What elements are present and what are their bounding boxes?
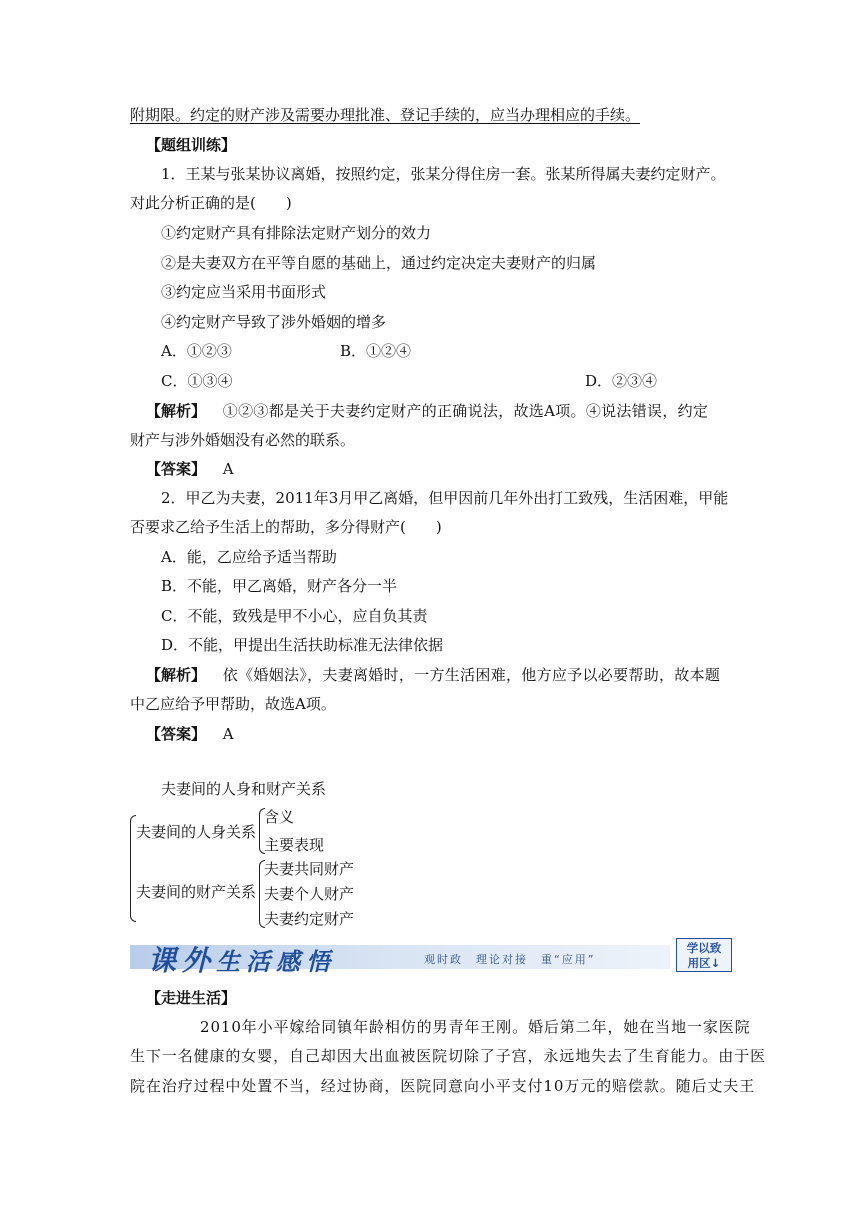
q2-analysis-text: 依《婚姻法》，夫妻离婚时，一方生活困难，他方应予以必要帮助，故本题 (222, 666, 721, 684)
q2-answer-value: A (222, 725, 234, 743)
practice-heading: 【题组训练】 (146, 136, 237, 154)
q1-option-d: D．②③④ (585, 372, 658, 390)
q1-statement-2: ②是夫妻双方在平等自愿的基础上，通过约定决定夫妻财产的归属 (161, 254, 597, 272)
banner-badge-line1: 学以致 (686, 941, 722, 955)
q1-statement-3: ③约定应当采用书面形式 (161, 283, 327, 301)
top-paragraph-tail: 附期限。约定的财产涉及需要办理批准、登记手续的，应当办理相应的手续。 (130, 106, 641, 124)
q1-answer (146, 460, 234, 478)
q1-statement-1: ①约定财产具有排除法定财产划分的效力 (161, 224, 432, 242)
q2-analysis-line2: 中乙应给予甲帮助，故选A项。 (130, 695, 336, 713)
arrow-down-icon: ↓ (710, 956, 721, 970)
branch-property: 夫妻间的财产关系 (136, 883, 257, 901)
q1-statement-4: ④约定财产导致了涉外婚姻的增多 (161, 313, 387, 331)
banner-title (148, 939, 336, 979)
q2-analysis-label: 【解析】 (146, 666, 207, 684)
banner-subtitle: 观时政 理论对接 重“应用” (424, 953, 596, 966)
q1-analysis-label: 【解析】 (146, 402, 207, 420)
branch-personal: 夫妻间的人身关系 (136, 823, 257, 841)
property-item-personal: 夫妻个人财产 (264, 885, 355, 903)
q1-analysis-line2: 财产与涉外婚姻没有必然的联系。 (130, 431, 356, 449)
q1-answer-value: A (222, 460, 234, 478)
q2-answer-label: 【答案】 (146, 725, 207, 743)
q2-option-b: B．不能，甲乙离婚，财产各分一半 (161, 577, 398, 595)
life-heading: 【走进生活】 (146, 989, 237, 1007)
q1-option-a: A．①②③ (161, 342, 232, 360)
banner-badge-text: 用区 (687, 956, 711, 970)
property-item-agreed: 夫妻约定财产 (264, 910, 355, 928)
q2-option-a: A．能，乙应给予适当帮助 (161, 548, 337, 566)
banner-badge (676, 938, 732, 972)
personal-item-meaning: 含义 (264, 808, 295, 826)
life-paragraph-line1: 2010年小平嫁给同镇年龄相仿的男青年王刚。婚后第二年，她在当地一家医院 (200, 1018, 751, 1036)
q1-analysis-text: ①②③都是关于夫妻约定财产的正确说法，故选A项。④说法错误，约定 (222, 402, 709, 420)
q1-answer-label: 【答案】 (146, 460, 207, 478)
q2-option-c: C．不能，致残是甲不小心，应自负其责 (161, 607, 428, 625)
q1-stem-line2: 对此分析正确的是( ) (130, 194, 292, 212)
personal-item-expression: 主要表现 (264, 836, 325, 854)
q2-answer (146, 725, 234, 743)
q1-option-c: C．①③④ (161, 372, 233, 390)
life-paragraph-line2: 生下一名健康的女婴，自己却因大出血被医院切除了子宫，永远地失去了生育能力。由于医 (130, 1047, 767, 1065)
summary-title: 夫妻间的人身和财产关系 (161, 780, 327, 798)
banner-badge-line2 (677, 956, 731, 971)
q2-option-d: D．不能，甲提出生活扶助标准无法律依据 (161, 636, 444, 654)
q2-stem-line2: 否要求乙给予生活上的帮助，多分得财产( ) (130, 518, 442, 536)
q1-analysis-line1 (146, 402, 708, 420)
banner-title-rest: 生活感悟 (216, 948, 337, 976)
q1-stem-line1: 1．王某与张某协议离婚，按照约定，张某分得住房一套。张某所得属夫妻约定财产。 (161, 165, 726, 183)
property-item-common: 夫妻共同财产 (264, 860, 355, 878)
banner-title-char-2: 外 (182, 944, 217, 977)
banner-title-char-1: 课 (148, 944, 183, 977)
q2-analysis-line1 (146, 666, 720, 684)
life-paragraph-line3: 院在治疗过程中处置不当，经过协商，医院同意向小平支付10万元的赔偿款。随后丈夫王 (130, 1077, 756, 1095)
q1-option-b: B．①②④ (340, 342, 412, 360)
section-banner (130, 938, 734, 977)
q2-stem-line1: 2．甲乙为夫妻，2011年3月甲乙离婚，但甲因前几年外出打工致残，生活困难，甲能 (161, 489, 729, 507)
